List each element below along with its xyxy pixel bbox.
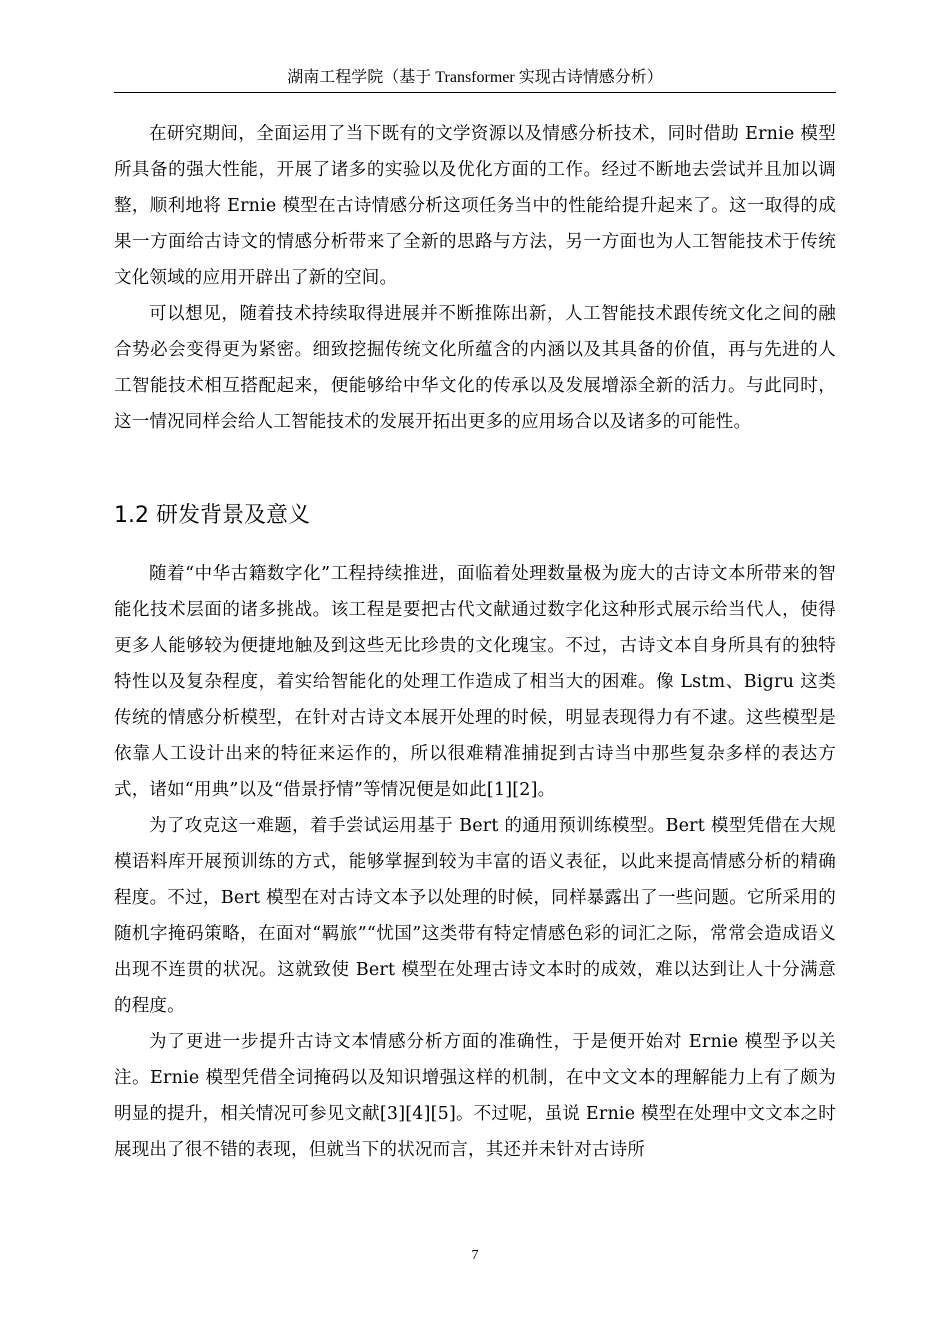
running-header: 湖南工程学院（基于 Transformer 实现古诗情感分析） — [287, 69, 663, 86]
paragraph: 为了攻克这一难题，着手尝试运用基于 Bert 的通用预训练模型。Bert 模型凭借在大规模语料库开展预训练的方式，能够掌握到较为丰富的语义表征，以此来提高情感分析的精确程度。不过，Bert 模型在对古诗文本予以处理的时候，同样暴露出了一些问题。它所采用的随机字掩码策略，在面对“羁旅”“忧国”这类带有特定情感色彩的词汇之际，常常会造成语义出现不连贯的状况。这就致使 Bert 模型在处理古诗文本时的成效，难以达到让人十分满意的程度。 — [114, 816, 836, 1016]
paragraph: 随着“中华古籍数字化”工程持续推进，面临着处理数量极为庞大的古诗文本所带来的智能化技术层面的诸多挑战。该工程是要把古代文献通过数字化这种形式展示给当代人，使得更多人能够较为便捷地触及到这些无比珍贵的文化瑰宝。不过，古诗文本自身所具有的独特特性以及复杂程度，着实给智能化的处理工作造成了相当大的困难。像 Lstm、Bigru 这类传统的情感分析模型，在针对古诗文本展开处理的时候，明显表现得力有不逮。这些模型是依靠人工设计出来的特征来运作的，所以很难精准捕捉到古诗当中那些复杂多样的表达方式，诸如“用典”以及“借景抒情”等情况便是如此[1][2]。 — [114, 564, 836, 800]
paragraph: 为了更进一步提升古诗文本情感分析方面的准确性，于是便开始对 Ernie 模型予以关注。Ernie 模型凭借全词掩码以及知识增强这样的机制，在中文文本的理解能力上有了颇为明显的提升，相关情况可参见文献[3][4][5]。不过呢，虽说 Ernie 模型在处理中文文本之时展现出了很不错的表现，但就当下的状况而言，其还并未针对古诗所 — [114, 1032, 836, 1160]
section-heading: 1.2 研发背景及意义 — [114, 503, 310, 528]
page-body — [114, 116, 836, 1168]
page-number: 7 — [471, 1248, 479, 1263]
paragraph: 可以想见，随着技术持续取得进展并不断推陈出新，人工智能技术跟传统文化之间的融合势必会变得更为紧密。细致挖掘传统文化所蕴含的内涵以及其具备的价值，再与先进的人工智能技术相互搭配起来，便能够给中华文化的传承以及发展增添全新的活力。与此同时，这一情况同样会给人工智能技术的发展开拓出更多的应用场合以及诸多的可能性。 — [114, 304, 836, 432]
paragraph: 在研究期间，全面运用了当下既有的文学资源以及情感分析技术，同时借助 Ernie 模型所具备的强大性能，开展了诸多的实验以及优化方面的工作。经过不断地去尝试并且加以调整，顺利地将 Ernie 模型在古诗情感分析这项任务当中的性能给提升起来了。这一取得的成果一方面给古诗文的情感分析带来了全新的思路与方法，另一方面也为人工智能技术于传统文化领域的应用开辟出了新的空间。 — [114, 124, 836, 288]
header-rule — [114, 92, 836, 93]
